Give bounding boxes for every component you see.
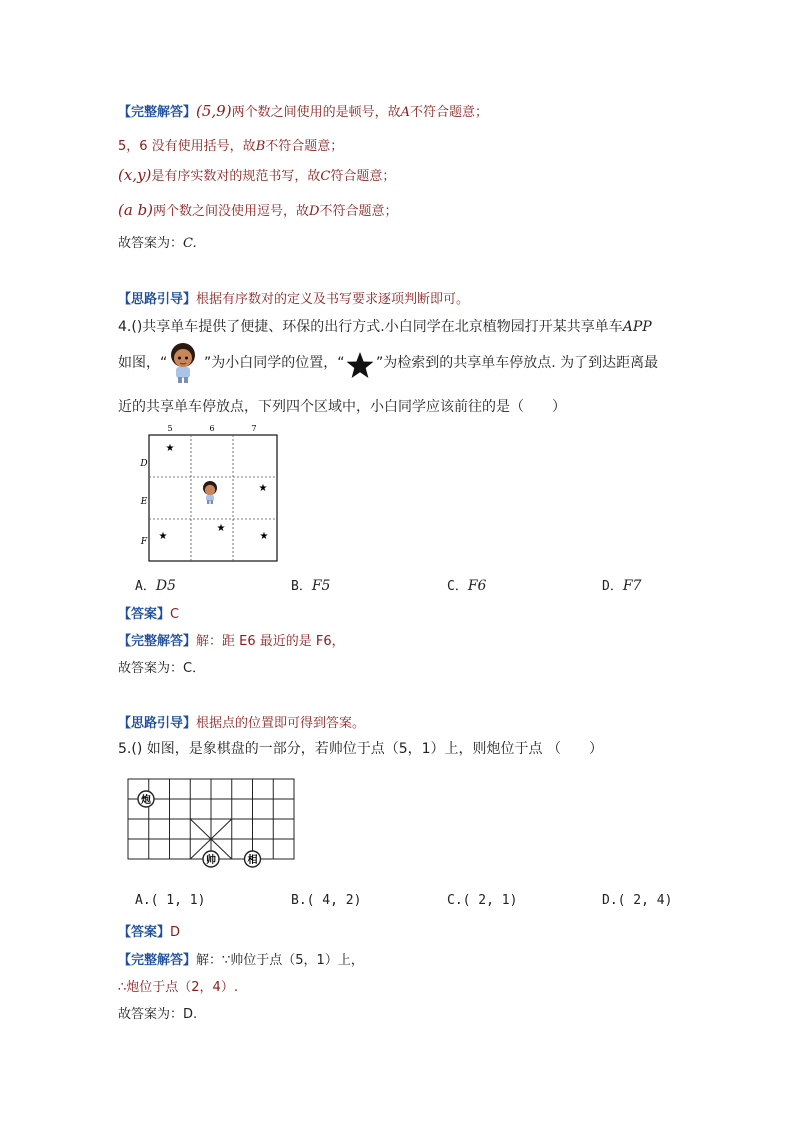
row-label: F: [140, 537, 148, 547]
math-variable: D: [309, 204, 320, 219]
solution-line-5: [118, 232, 197, 251]
pao-label: 炮: [141, 795, 151, 806]
star-icon: [345, 351, 375, 379]
solution-text: 不符合题意；: [319, 204, 398, 219]
option-label: A.: [135, 893, 151, 908]
solution-text: 是有序实数对的规范书写，故: [151, 169, 321, 184]
solution-tag: 【完整解答】: [118, 953, 197, 968]
hint-tag: 【思路引导】: [118, 292, 197, 307]
option-value: F5: [311, 578, 331, 594]
solution-line-3: [118, 165, 395, 184]
solution-text: 解：∵帅位于点（5，1）上，: [196, 953, 364, 968]
option-value: F6: [467, 578, 487, 594]
q4-grid-figure: [135, 420, 285, 565]
q4-option-d[interactable]: [602, 575, 641, 594]
q5-solution: [118, 949, 364, 968]
q4-text: ”为检索到的共享单车停放点. 为了到达距离最: [376, 355, 659, 371]
boy-icon: [166, 340, 200, 384]
star-mark: ★: [216, 523, 226, 534]
hint-text: 根据点的位置即可得到答案。: [196, 716, 366, 731]
option-value: F7: [622, 578, 642, 594]
xiang-piece: [245, 851, 261, 867]
q4-text: 4.()共享单车提供了便捷、环保的出行方式.小白同学在北京植物园打开某共享单车: [118, 319, 623, 335]
q4-line-2: [118, 352, 167, 372]
answer-value: D: [170, 925, 181, 940]
q5-line-1: 5.() 如图，是象棋盘的一部分，若帅位于点（5，1）上，则炮位于点 （ ）: [118, 741, 603, 757]
math-variable: C: [320, 169, 331, 184]
q5-option-c[interactable]: [447, 893, 517, 908]
answer-value: C: [170, 607, 180, 622]
q5-option-b[interactable]: [291, 893, 361, 908]
solution-tag: 【完整解答】: [118, 634, 197, 649]
math-expression: (x,y): [118, 166, 152, 184]
q5-option-d[interactable]: [602, 893, 672, 908]
option-value: ( 1, 1): [150, 893, 206, 908]
option-label: B.: [291, 893, 307, 908]
star-mark: ★: [258, 483, 268, 494]
xiang-label: 相: [247, 855, 258, 866]
star-mark: ★: [259, 531, 269, 542]
q5-solution-end: 故答案为：D.: [118, 1007, 198, 1022]
math-expression: (5,9): [196, 102, 232, 120]
col-label: 6: [209, 424, 215, 433]
q5-chessboard: [124, 775, 299, 869]
boy-icon: [203, 481, 217, 504]
solution-text: 不符合题意；: [265, 139, 344, 154]
q4-option-c[interactable]: [447, 575, 486, 594]
solution-text: 两个数之间使用的是顿号，故: [231, 105, 401, 120]
hint-tag: 【思路引导】: [118, 716, 197, 731]
solution-text: 符合题意；: [330, 169, 396, 184]
hint-line: [118, 288, 469, 307]
star-mark: ★: [165, 443, 175, 454]
math-variable: B: [255, 139, 266, 154]
option-value: ( 2, 4): [617, 893, 673, 908]
shuai-piece: [203, 851, 219, 867]
q4-text: 如图，“: [118, 355, 168, 371]
option-label: D.: [602, 893, 618, 908]
solution-line-1: [118, 101, 488, 120]
solution-text: 解：距 E6 最近的是 F6，: [196, 634, 345, 649]
option-value: D5: [155, 578, 176, 594]
option-label: C．: [447, 579, 468, 594]
q4-option-b[interactable]: [291, 575, 330, 594]
solution-line-2: [118, 135, 343, 154]
answer-tag: 【答案】: [118, 925, 171, 940]
row-label: E: [140, 497, 148, 507]
solution-text: 不符合题意；: [409, 105, 488, 120]
q5-option-a[interactable]: [135, 893, 205, 908]
option-value: ( 2, 1): [462, 893, 518, 908]
col-label: 5: [167, 424, 173, 433]
q4-solution-end: 故答案为：C．: [118, 661, 206, 676]
answer-tag: 【答案】: [118, 607, 171, 622]
math-variable: A: [400, 105, 410, 120]
q4-solution: [118, 630, 345, 649]
solution-text: 5，6 没有使用括号，故: [118, 139, 256, 154]
pao-piece: [138, 791, 154, 807]
option-value: ( 4, 2): [306, 893, 362, 908]
q4-text: 近的共享单车停放点，下列四个区域中，小白同学应该前往的是（ ）: [118, 399, 566, 415]
col-label: 7: [251, 424, 257, 433]
option-label: A．: [135, 579, 156, 594]
hint-text: 根据有序数对的定义及书写要求逐项判断即可。: [196, 292, 470, 307]
q4-option-a[interactable]: [135, 575, 176, 594]
solution-text: 故答案为：: [118, 236, 184, 251]
star-mark: ★: [158, 531, 168, 542]
option-label: B．: [291, 579, 312, 594]
q4-text: ”为小白同学的位置，“: [204, 355, 345, 371]
math-variable: C.: [183, 236, 197, 251]
shuai-label: 帅: [206, 855, 216, 866]
solution-text: 两个数之间没使用逗号，故: [153, 204, 310, 219]
q4-answer: [118, 603, 179, 622]
row-label: D: [140, 459, 148, 469]
solution-tag: 【完整解答】: [118, 105, 197, 120]
q4-line-3: [118, 396, 566, 416]
q5-answer: [118, 921, 180, 940]
option-label: D．: [602, 579, 623, 594]
q4-hint: [118, 712, 365, 731]
q4-line-1: [118, 316, 652, 336]
q5-solution-line-2: ∴炮位于点（2，4）.: [118, 980, 238, 995]
option-label: C.: [447, 893, 463, 908]
q4-app: APP: [622, 319, 652, 335]
solution-line-4: [118, 200, 398, 219]
q4-line-2b: [204, 352, 345, 372]
math-expression: (a b): [118, 201, 154, 219]
q4-line-2c: [376, 352, 658, 372]
